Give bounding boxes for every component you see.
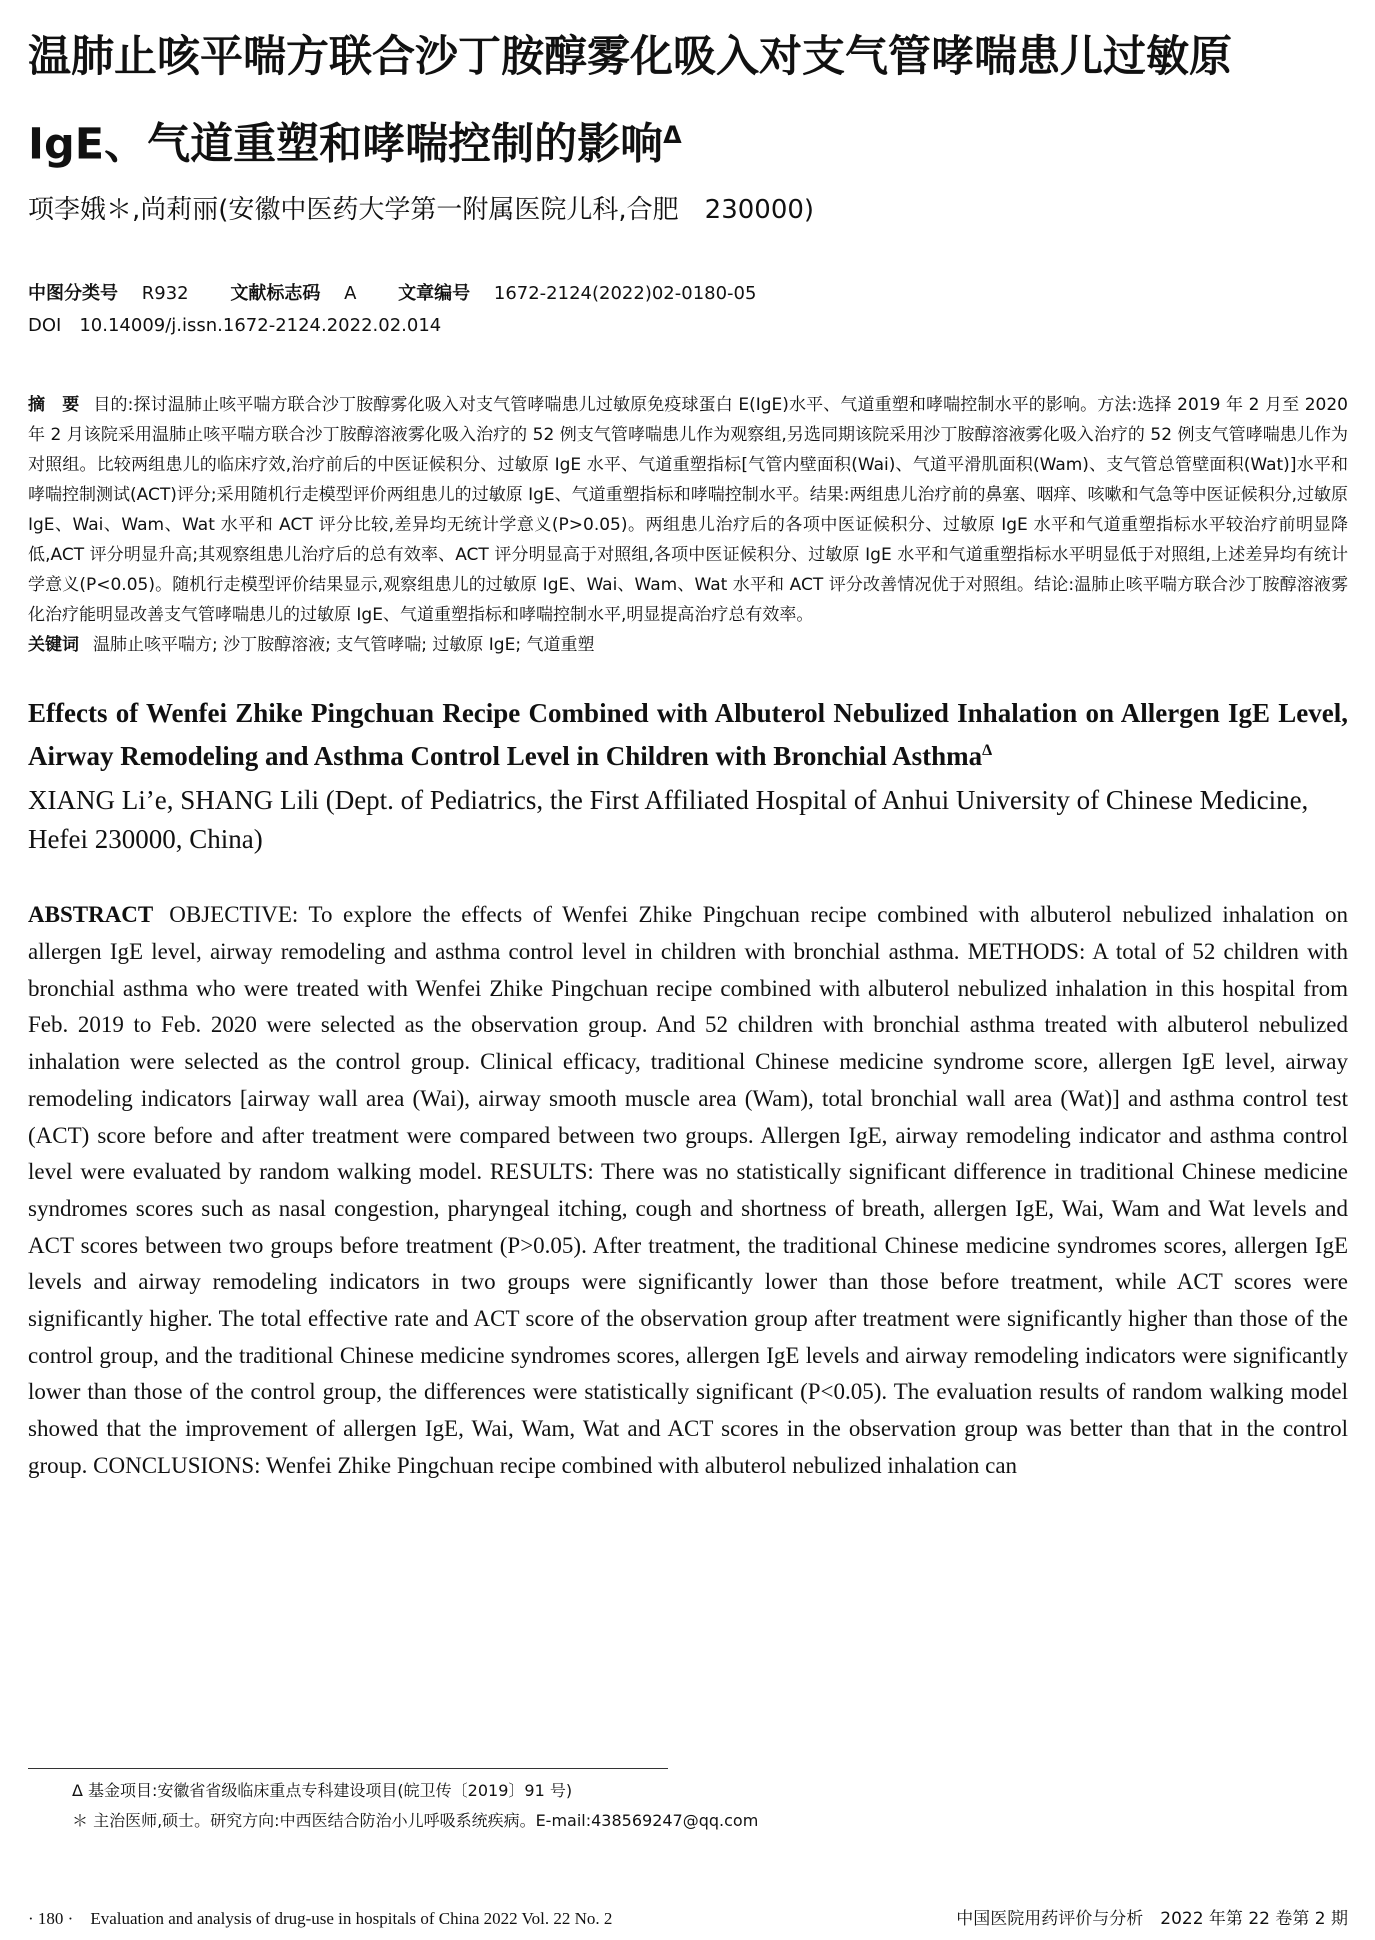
article-metadata [28, 278, 1348, 342]
doc-code-value: A [344, 283, 357, 305]
chinese-keywords [28, 630, 1348, 660]
doi-line: DOI 10.14009/j.issn.1672-2124.2022.02.014 [28, 315, 442, 337]
chinese-abstract-label: 摘 要 [28, 395, 80, 416]
page-footer-right: 中国医院用药评价与分析 2022 年第 22 卷第 2 期 [956, 1909, 1348, 1929]
chinese-abstract-text: 目的:探讨温肺止咳平喘方联合沙丁胺醇雾化吸入对支气管哮喘患儿过敏原免疫球蛋白 E(IgE)水平、气道重塑和哮喘控制水平的影响。方法:选择 2019 年 2 月至 2020 年 2 月该院采用温肺止咳平喘方联合沙丁胺醇溶液雾化吸入治疗的 52 例支气管哮喘患儿作为观察组,另选同期该院采用沙丁胺醇溶液雾化吸入治疗的 52 例支气管哮喘患儿作为对照组。比较两组患儿的临床疗效,治疗前后的中医证候积分、过敏原 IgE 水平、气道重塑指标[气管内壁面积(Wai)、气道平滑肌面积(Wam)、支气管总管壁面积(Wat)]水平和哮喘控制测试(ACT)评分;采用随机行走模型评价两组患儿的过敏原 IgE、气道重塑指标和哮喘控制水平。结果:两组患儿治疗前的鼻塞、咽痒、咳嗽和气急等中医证候积分,过敏原 IgE、Wai、Wam、Wat 水平和 ACT 评分比较,差异均无统计学意义(P>0.05)。两组患儿治疗后的各项中医证候积分、过敏原 IgE 水平和气道重塑指标水平较治疗前明显降低,ACT 评分明显升高;其观察组患儿治疗后的总有效率、ACT 评分明显高于对照组,各项中医证候积分、过敏原 IgE 水平和气道重塑指标水平明显低于对照组,上述差异均有统计学意义(P<0.05)。随机行走模型评价结果显示,观察组患儿的过敏原 IgE、Wai、Wam、Wat 水平和 ACT 评分改善情况优于对照组。结论:温肺止咳平喘方联合沙丁胺醇溶液雾化治疗能明显改善支气管哮喘患儿的过敏原 IgE、气道重塑指标和哮喘控制水平,明显提高治疗总有效率。 [28, 395, 1348, 626]
english-authors: XIANG Li’e, SHANG Lili (Dept. of Pediatrics, the First Affiliated Hospital of Anhui University of Chinese Medicine, Hefei 230000, China) [28, 785, 1309, 855]
title-footnote-mark: Δ [663, 121, 682, 149]
english-abstract-label: ABSTRACT [28, 902, 154, 928]
chinese-keywords-label: 关键词 [28, 635, 79, 656]
clc-value: R932 [141, 283, 189, 305]
article-id-label: 文章编号 [398, 283, 471, 305]
english-title [28, 694, 1348, 775]
chinese-keywords-text: 温肺止咳平喘方; 沙丁胺醇溶液; 支气管哮喘; 过敏原 IgE; 气道重塑 [93, 635, 595, 656]
chinese-abstract [28, 390, 1348, 630]
chinese-title [28, 18, 1348, 183]
chinese-title-text: 温肺止咳平喘方联合沙丁胺醇雾化吸入对支气管哮喘患儿过敏原 IgE、气道重塑和哮喘控制的影响 [28, 32, 1232, 170]
page-footer-left: · 180 · Evaluation and analysis of drug-use in hospitals of China 2022 Vol. 22 No. 2 [28, 1909, 613, 1928]
paper-page [28, 0, 1348, 1940]
corresponding-author-footnote: ＊ 主治医师,硕士。研究方向:中西医结合防治小儿呼吸系统疾病。E-mail:438569247@qq.com [72, 1811, 759, 1830]
chinese-authors: 项李娥＊,尚莉丽(安徽中医药大学第一附属医院儿科,合肥 230000) [28, 195, 815, 226]
english-abstract-text: OBJECTIVE: To explore the effects of Wenfei Zhike Pingchuan recipe combined with albuterol nebulized inhalation on allergen IgE level, airway remodeling and asthma control level in children with bronchial asthma. METHODS: A total of 52 children with bronchial asthma who were treated with Wenfei Zhike Pingchuan recipe combined with albuterol nebulized inhalation in this hospital from Feb. 2019 to Feb. 2020 were selected as the observation group. And 52 children with bronchial asthma treated with albuterol nebulized inhalation were selected as the control group. Clinical efficacy, traditional Chinese medicine syndrome score, allergen IgE level, airway remodeling indicators [airway wall area (Wai), airway smooth muscle area (Wam), total bronchial wall area (Wat)] and asthma control test (ACT) score before and after treatment were compared between two groups. Allergen IgE, airway remodeling indicator and asthma control level were evaluated by random walking model. RESULTS: There was no statistically significant difference in traditional Chinese medicine syndromes scores such as nasal congestion, pharyngeal itching, cough and shortness of breath, allergen IgE, Wai, Wam and Wat levels and ACT scores between two groups before treatment (P>0.05). After treatment, the traditional Chinese medicine syndromes scores, allergen IgE levels and airway remodeling indicators in two groups were significantly lower than those before treatment, while ACT scores were significantly higher. The total effective rate and ACT score of the observation group after treatment were significantly higher than those of the control group, and the traditional Chinese medicine syndromes scores, allergen IgE levels and airway remodeling indicators were significantly lower than those of the control group, the differences were statistically significant (P<0.05). The evaluation results of random walking model showed that the improvement of allergen IgE, Wai, Wam, Wat and ACT scores in the observation group was better than that in the control group. CONCLUSIONS: Wenfei Zhike Pingchuan recipe combined with albuterol nebulized inhalation can [28, 902, 1348, 1478]
english-title-text: Effects of Wenfei Zhike Pingchuan Recipe Combined with Albuterol Nebulized Inhalation on Allergen IgE Level, Airway Remodeling and Asthma Control Level in Children with Bronchial Asthma [28, 698, 1348, 772]
classification-line [28, 278, 1348, 310]
clc-label: 中图分类号 [28, 283, 118, 305]
fund-footnote: Δ 基金项目:安徽省省级临床重点专科建设项目(皖卫传〔2019〕91 号) [72, 1781, 573, 1800]
footnote-divider [28, 1768, 668, 1769]
english-abstract [28, 897, 1348, 1484]
article-id-value: 1672-2124(2022)02-0180-05 [493, 283, 757, 305]
doc-code-label: 文献标志码 [230, 283, 321, 305]
english-title-footnote-mark: Δ [982, 742, 993, 760]
